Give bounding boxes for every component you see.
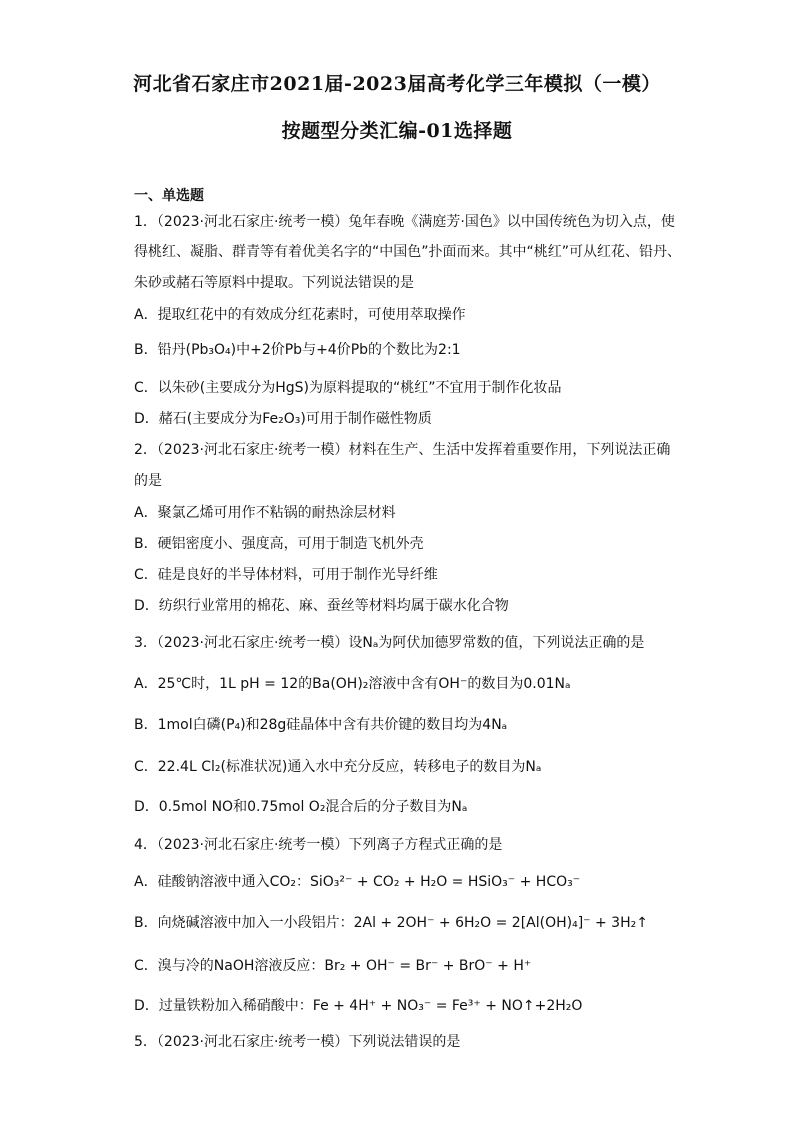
question-3-option-a: A．25℃时，1L pH = 12的Ba(OH)₂溶液中含有OH⁻的数目为0.01Nₐ [134,676,571,692]
question-2-option-a: A．聚氯乙烯可用作不粘锅的耐热涂层材料 [134,505,396,521]
question-3-stem: 3．（2023·河北石家庄·统考一模）设Nₐ为阿伏加德罗常数的值，下列说法正确的是 [134,635,645,651]
question-1-option-a: A．提取红花中的有效成分红花素时，可使用萃取操作 [134,307,466,323]
question-4-stem: 4．（2023·河北石家庄·统考一模）下列离子方程式正确的是 [134,837,503,853]
question-2-stem-line-1: 2．（2023·河北石家庄·统考一模）材料在生产、生活中发挥着重要作用，下列说法正确 [134,442,671,458]
question-1-option-d: D．赭石(主要成分为Fe₂O₃)可用于制作磁性物质 [134,411,432,427]
question-2-option-b: B．硬铝密度小、强度高，可用于制造飞机外壳 [134,536,424,552]
question-2-stem-line-2: 的是 [134,473,162,489]
question-3-option-c: C．22.4L Cl₂(标准状况)通入水中充分反应，转移电子的数目为Nₐ [134,759,542,775]
question-2-option-d: D．纺织行业常用的棉花、麻、蚕丝等材料均属于碳水化合物 [134,598,509,614]
question-1-option-c: C．以朱砂(主要成分为HgS)为原料提取的“桃红”不宜用于制作化妆品 [134,380,562,396]
question-2-option-c: C．硅是良好的半导体材料，可用于制作光导纤维 [134,567,438,583]
question-1-stem-line-2: 得桃红、凝脂、群青等有着优美名字的“中国色”扑面而来。其中“桃红”可从红花、铅丹、 [134,244,682,260]
question-4-option-b: B．向烧碱溶液中加入一小段铝片：2Al + 2OH⁻ + 6H₂O = 2[Al(OH)₄]⁻ + 3H₂↑ [134,915,648,931]
question-1-stem-line-1: 1．（2023·河北石家庄·统考一模）兔年春晚《满庭芳·国色》以中国传统色为切入点，使 [134,214,675,230]
question-3-option-d: D．0.5mol NO和0.75mol O₂混合后的分子数目为Nₐ [134,799,468,815]
document-title-line1: 河北省石家庄市2021届-2023届高考化学三年模拟（一模） [133,73,661,95]
question-4-option-a: A．硅酸钠溶液中通入CO₂：SiO₃²⁻ + CO₂ + H₂O = HSiO₃⁻ + HCO₃⁻ [134,874,581,890]
question-4-option-d: D．过量铁粉加入稀硝酸中：Fe + 4H⁺ + NO₃⁻ = Fe³⁺ + NO↑+2H₂O [134,998,583,1014]
question-1-stem-line-3: 朱砂或赭石等原料中提取。下列说法错误的是 [134,275,414,291]
question-4-option-c: C．溴与冷的NaOH溶液反应：Br₂ + OH⁻ = Br⁻ + BrO⁻ + H⁺ [134,958,532,974]
question-3-option-b: B．1mol白磷(P₄)和28g硅晶体中含有共价键的数目均为4Nₐ [134,717,508,733]
document-title-line2: 按题型分类汇编-01选择题 [281,120,513,142]
section-heading: 一、单选题 [134,188,204,204]
question-5-stem: 5．（2023·河北石家庄·统考一模）下列说法错误的是 [134,1034,461,1050]
question-1-option-b: B．铅丹(Pb₃O₄)中+2价Pb与+4价Pb的个数比为2:1 [134,342,461,358]
